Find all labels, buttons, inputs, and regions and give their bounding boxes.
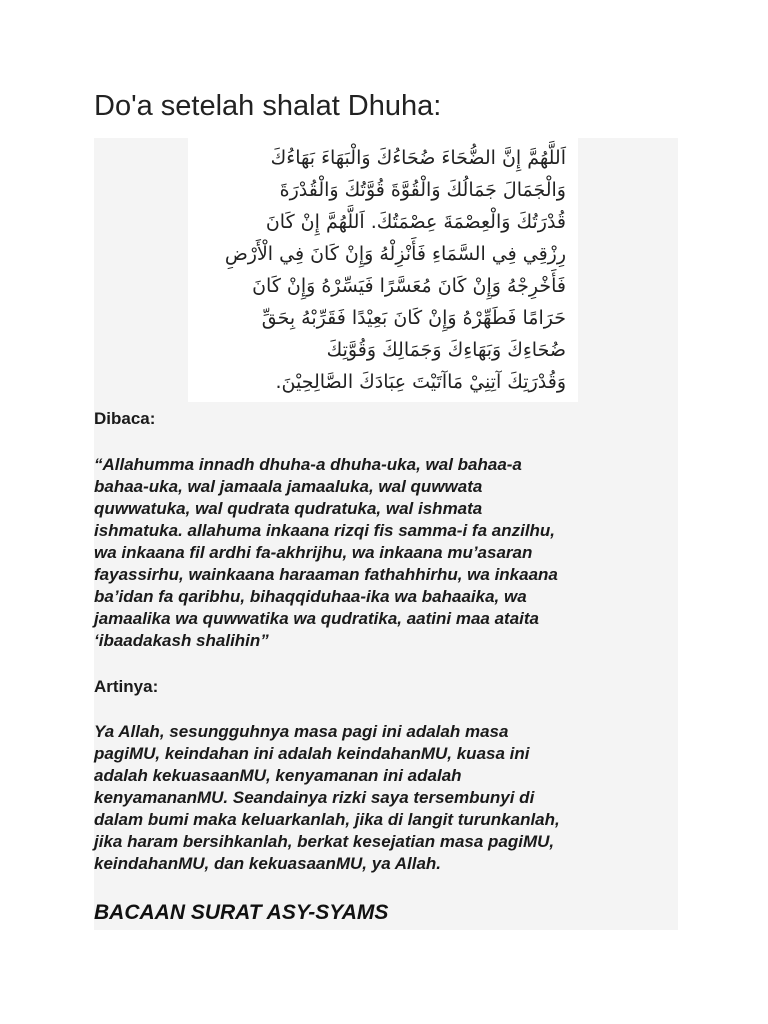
transliteration-paragraph: “Allahumma innadh dhuha-a dhuha-uka, wal bahaa-a bahaa-uka, wal jamaala jamaaluka, wal quwwata quwwatuka, wal qudrata qudratuka, wal ishmata ishmatuka. allahuma inkaana rizqi fis samma-i fa anzilhu, wa inkaana fil ardhi fa-akhrijhu, wa inkaana mu’asaran fayassirhu, wainkaana haraaman fathahhirhu, wa inkaana ba’idan fa qaribhu, bihaqqiduhaa-ika wa bahaaika, wa jamaalika wa quwwatika wa qudratika, aatini maa ataita ‘ibaadakash shalihin” xyxy=(94,455,558,650)
arabic-prayer-line: وَقُدْرَتِكَ آتِنِيْ مَاآتَيْتَ عِبَادَكَ الصَّالِحِيْنَ. xyxy=(275,371,566,393)
section-heading: BACAAN SURAT ASY-SYAMS xyxy=(94,901,389,924)
arabic-prayer-line: وَالْجَمَالَ جَمَالُكَ وَالْقُوَّةَ قُوَّتُكَ وَالْقُدْرَةَ xyxy=(279,179,566,201)
translation-paragraph: Ya Allah, sesungguhnya masa pagi ini adalah masa pagiMU, keindahan ini adalah keindahanMU, kuasa ini adalah kekuasaanMU, kenyamanan ini adalah kenyamananMU. Seandainya rizki saya tersembunyi di dalam bumi maka keluarkanlah, jika di langit turunkanlah, jika haram bersihkanlah, berkat kesejatian masa pagiMU, keindahanMU, dan kekuasaanMU, ya Allah. xyxy=(94,722,560,873)
arabic-prayer-line: اَللَّهُمَّ إِنَّ الضُّحَاءَ ضُحَاءُكَ وَالْبَهَاءَ بَهَاءُكَ xyxy=(270,147,566,169)
arabic-prayer-line: رِزْقِي فِي السَّمَاءِ فَأَنْزِلْهُ وَإِنْ كَانَ فِي الْأَرْضِ xyxy=(224,243,566,265)
arabic-prayer-line: حَرَامًا فَطَهِّرْهُ وَإِنْ كَانَ بَعِيْدًا فَقَرِّبْهُ بِحَقِّ xyxy=(261,307,566,329)
dibaca-label: Dibaca: xyxy=(94,409,156,428)
artinya-label: Artinya: xyxy=(94,677,159,696)
page-title: Do'a setelah shalat Dhuha: xyxy=(94,90,442,122)
arabic-prayer-line: فَأَخْرِجْهُ وَإِنْ كَانَ مُعَسَّرًا فَيَسِّرْهُ وَإِنْ كَانَ xyxy=(252,275,566,297)
arabic-prayer-image xyxy=(188,138,578,402)
arabic-prayer-line: قُدْرَتُكَ وَالْعِصْمَةَ عِصْمَتُكَ. اَللَّهُمَّ إِنْ كَانَ xyxy=(265,211,566,233)
arabic-prayer-line: ضُحَاءِكَ وَبَهَاءِكَ وَجَمَالِكَ وَقُوَّتِكَ xyxy=(326,339,566,361)
